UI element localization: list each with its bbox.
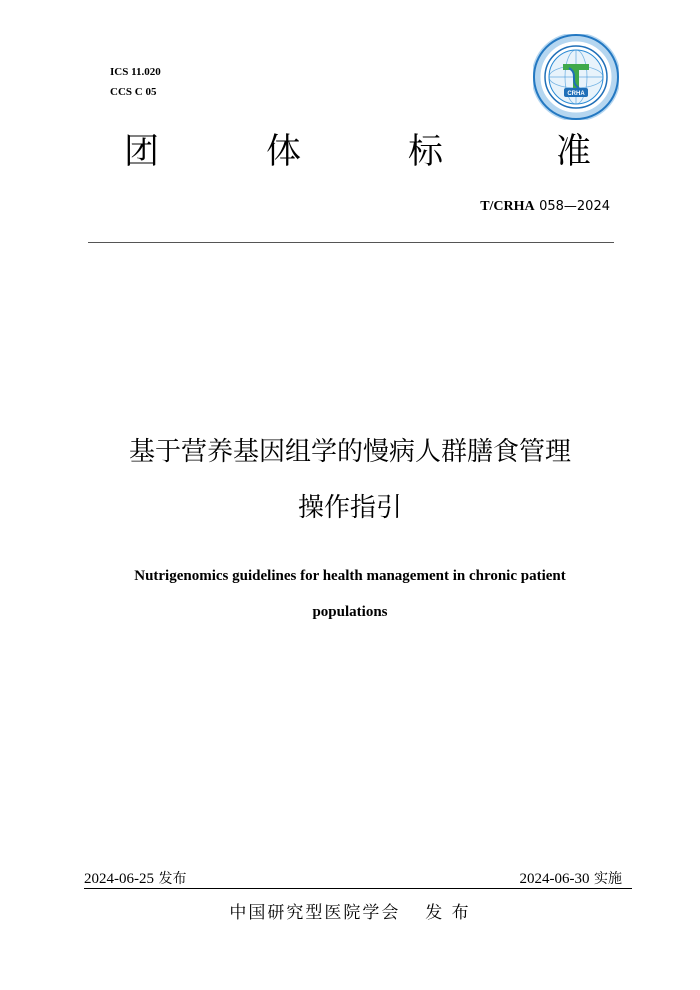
classification-codes <box>110 62 161 102</box>
ics-code: ICS 11.020 <box>110 66 161 78</box>
implement-date-label: 实施 <box>594 871 622 887</box>
title-en-line1: Nutrigenomics guidelines for health management in chronic patient <box>134 568 566 584</box>
logo-center-text: CRHA <box>567 91 585 97</box>
footer-divider <box>84 888 632 889</box>
implement-date <box>520 868 622 888</box>
publisher <box>0 898 700 923</box>
publisher-action: 发 布 <box>425 903 471 923</box>
doc-type-char-4: 准 <box>556 132 592 172</box>
doc-type-char-2: 体 <box>266 132 302 172</box>
crha-logo-icon <box>533 34 619 120</box>
publish-date-value: 2024-06-25 <box>84 871 154 887</box>
title-zh-line1: 基于营养基因组学的慢病人群膳食管理 <box>128 437 571 467</box>
doc-type-char-3: 标 <box>408 132 444 172</box>
standard-number <box>480 198 610 215</box>
title-zh-line2: 操作指引 <box>297 493 402 523</box>
publish-date <box>84 868 186 888</box>
crha-logo <box>533 34 619 120</box>
ccs-code: CCS C 05 <box>110 86 157 98</box>
header-divider <box>88 242 614 243</box>
doc-type-char-1: 团 <box>124 132 160 172</box>
standard-prefix: T/CRHA <box>480 199 535 214</box>
publisher-name: 中国研究型医院学会 <box>229 903 401 923</box>
standard-code: 058—2024 <box>539 199 610 214</box>
publish-date-label: 发布 <box>158 871 187 887</box>
implement-date-value: 2024-06-30 <box>519 871 590 887</box>
title-en-line2: populations <box>312 604 388 620</box>
